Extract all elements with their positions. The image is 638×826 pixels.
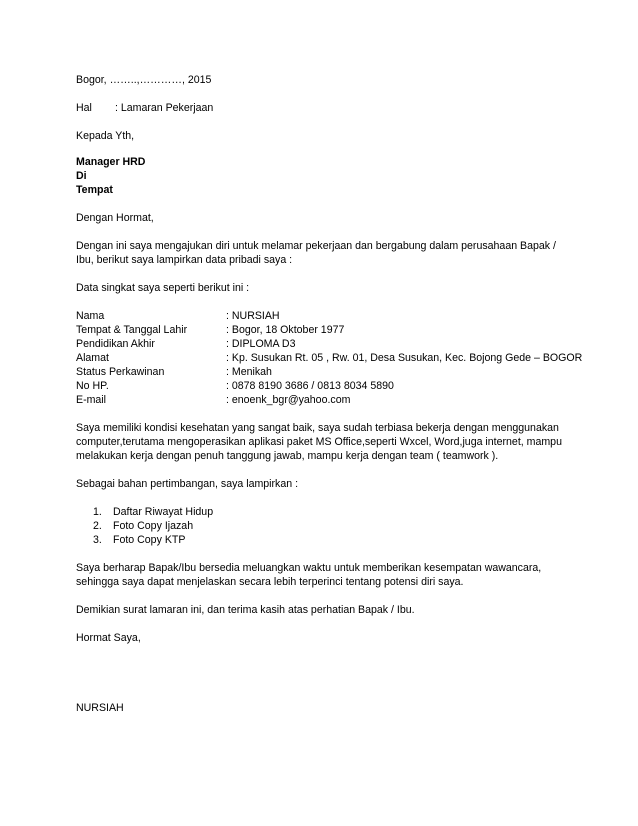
- list-text: Foto Copy Ijazah: [113, 520, 194, 532]
- to-line: Kepada Yth,: [76, 130, 135, 142]
- data-row-phone: [76, 379, 576, 393]
- data-value: : Bogor, 18 Oktober 1977: [226, 324, 345, 336]
- data-label: E-mail: [76, 394, 107, 406]
- place-date: Bogor, ……..,…………, 2015: [76, 74, 212, 86]
- subject-value: : Lamaran Pekerjaan: [114, 102, 214, 114]
- data-label: No HP.: [76, 380, 109, 392]
- list-text: Daftar Riwayat Hidup: [113, 506, 214, 518]
- attach-intro: Sebagai bahan pertimbangan, saya lampirkan :: [76, 478, 299, 490]
- data-value: : Kp. Susukan Rt. 05 , Rw. 01, Desa Susukan, Kec. Bojong Gede – BOGOR: [226, 352, 583, 364]
- data-row-address: [76, 351, 583, 365]
- data-row-birth: [76, 323, 576, 337]
- recipient-place: Tempat: [76, 184, 113, 196]
- data-label: Pendidikan Akhir: [76, 338, 155, 350]
- sign-off: Hormat Saya,: [76, 632, 141, 644]
- data-label: Alamat: [76, 352, 109, 364]
- data-label: Status Perkawinan: [76, 366, 165, 378]
- data-value: : Menikah: [226, 366, 272, 378]
- recipient-title: Manager HRD: [76, 156, 146, 168]
- hope-paragraph: Saya berharap Bapak/Ibu bersedia meluangkan waktu untuk memberikan kesempatan wawancara, sehingga saya dapat menjelaskan secara lebih terperinci tentang potensi diri saya.: [76, 562, 542, 588]
- data-label: Nama: [76, 310, 105, 322]
- list-number: 3.: [93, 534, 102, 546]
- signature-name: NURSIAH: [76, 702, 124, 714]
- list-number: 2.: [93, 520, 102, 532]
- data-value: : DIPLOMA D3: [226, 338, 296, 350]
- data-label: Tempat & Tanggal Lahir: [76, 324, 188, 336]
- list-number: 1.: [93, 506, 102, 518]
- closing-text: Demikian surat lamaran ini, dan terima kasih atas perhatian Bapak / Ibu.: [76, 604, 415, 616]
- data-value: : 0878 8190 3686 / 0813 8034 5890: [226, 380, 394, 392]
- list-item: [93, 533, 185, 547]
- data-row-email: [76, 393, 576, 407]
- data-row-name: [76, 309, 576, 323]
- data-intro: Data singkat saya seperti berikut ini :: [76, 282, 250, 294]
- subject-label: Hal: [76, 102, 92, 114]
- skills-paragraph: Saya memiliki kondisi kesehatan yang sangat baik, saya sudah terbiasa bekerja dengan menggunakan computer,terutama mengoperasikan aplikasi paket MS Office,seperti Wxcel, Word,juga internet, mampu melakukan kerja dengan penuh tanggung jawab, mampu kerja dengan team ( teamwork ).: [76, 422, 562, 462]
- list-text: Foto Copy KTP: [113, 534, 186, 546]
- greeting: Dengan Hormat,: [76, 212, 154, 224]
- data-row-education: [76, 337, 576, 351]
- list-item: [93, 505, 213, 519]
- intro-paragraph: Dengan ini saya mengajukan diri untuk melamar pekerjaan dan bergabung dalam perusahaan Bapak / Ibu, berikut saya lampirkan data pribadi saya :: [76, 240, 556, 266]
- list-item: [93, 519, 193, 533]
- recipient-di: Di: [76, 170, 87, 182]
- data-row-marital: [76, 365, 576, 379]
- data-value: : enoenk_bgr@yahoo.com: [226, 394, 351, 406]
- data-value: : NURSIAH: [226, 310, 280, 322]
- subject-line: [76, 101, 213, 115]
